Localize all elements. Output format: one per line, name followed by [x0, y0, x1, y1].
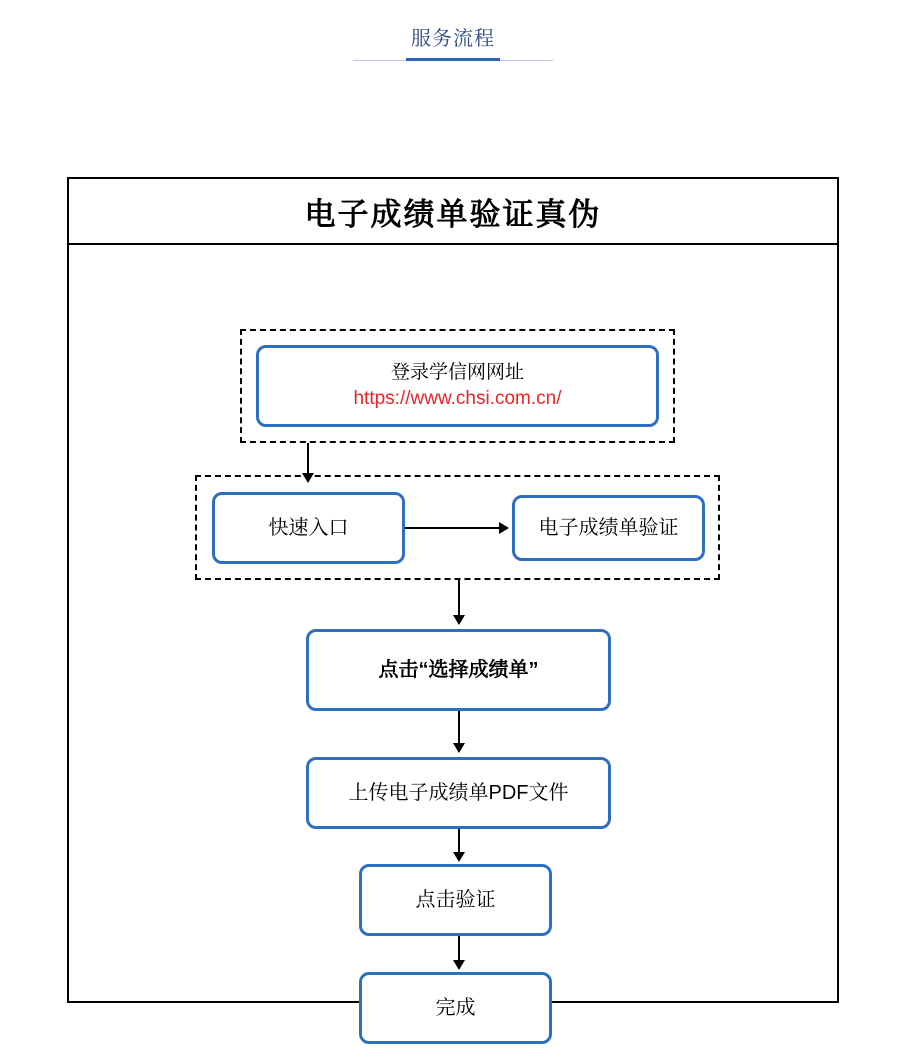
- arrow-select-to-upload-line: [458, 711, 460, 747]
- arrow-verify-to-finish-line: [458, 936, 460, 963]
- flowchart-frame: [67, 177, 839, 1019]
- arrow-verify-to-finish-head: [453, 960, 465, 970]
- node-click-verify-label: 点击验证: [415, 888, 496, 911]
- node-login-chsi[interactable]: [256, 345, 659, 427]
- arrow-entry-to-verify-line: [405, 527, 501, 529]
- node-select-transcript[interactable]: [306, 629, 611, 711]
- node-click-verify[interactable]: [359, 864, 552, 936]
- node-quick-entry[interactable]: [212, 492, 405, 564]
- arrow-select-to-upload-head: [453, 743, 465, 753]
- page-header: [0, 0, 906, 80]
- flowchart-title: 电子成绩单验证真伪: [304, 196, 602, 232]
- arrow-entry-to-verify-head: [499, 522, 509, 534]
- node-select-transcript-label: 点击“选择成绩单”: [378, 658, 539, 681]
- flowchart-title-bar: [69, 179, 837, 245]
- node-quick-entry-label: 快速入口: [268, 516, 349, 539]
- node-login-label: 登录学信网网址: [390, 362, 524, 384]
- node-finish-label: 完成: [435, 996, 476, 1019]
- arrow-upload-to-verify-head: [453, 852, 465, 862]
- node-finish[interactable]: [359, 972, 552, 1044]
- arrow-entry-to-select-line: [458, 580, 460, 619]
- page-title: 服务流程: [411, 28, 495, 50]
- node-transcript-verify-entry-label: 电子成绩单验证: [538, 516, 679, 539]
- node-upload-pdf-label: 上传电子成绩单PDF文件: [348, 781, 569, 804]
- node-login-url: https://www.chsi.com.cn/: [353, 388, 562, 409]
- header-active-underline: [406, 58, 500, 61]
- node-transcript-verify-entry[interactable]: [512, 495, 705, 561]
- node-upload-pdf[interactable]: [306, 757, 611, 829]
- arrow-entry-to-select-head: [453, 615, 465, 625]
- flowchart-canvas: [69, 245, 837, 1019]
